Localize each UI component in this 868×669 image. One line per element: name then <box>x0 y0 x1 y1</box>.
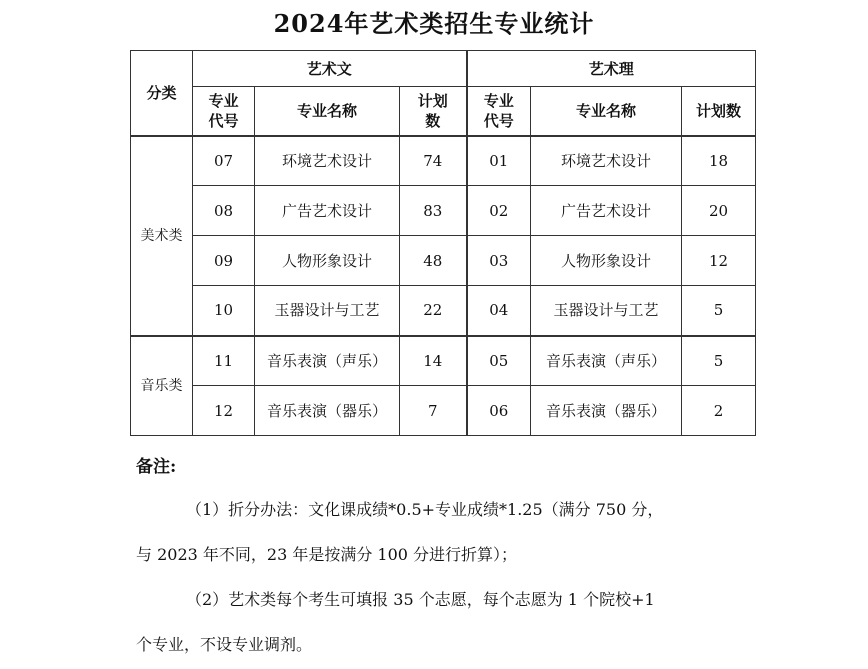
header-wen-code: 专业 代号 <box>193 87 255 136</box>
note-1-line-1: （1）折分办法：文化课成绩*0.5+专业成绩*1.25（满分 750 分， <box>186 500 664 519</box>
li-plan-cell: 20 <box>682 186 756 236</box>
li-plan-cell: 12 <box>682 236 756 286</box>
header-li-code: 专业 代号 <box>467 87 531 136</box>
admission-table <box>130 50 756 436</box>
li-code-cell: 03 <box>467 236 531 286</box>
wen-name-cell: 广告艺术设计 <box>255 186 400 236</box>
wen-code-cell: 07 <box>193 136 255 186</box>
li-code-cell: 05 <box>467 336 531 386</box>
header-wen-name: 专业名称 <box>255 87 400 136</box>
header-wen-plan: 计划 数 <box>400 87 467 136</box>
li-name-cell: 音乐表演（声乐） <box>531 336 682 386</box>
table-row <box>131 386 756 436</box>
li-plan-cell: 5 <box>682 286 756 336</box>
li-name-cell: 音乐表演（器乐） <box>531 386 682 436</box>
table-row <box>131 336 756 386</box>
note-2-line-2: 个专业，不设专业调剂。 <box>136 635 313 654</box>
wen-name-cell: 人物形象设计 <box>255 236 400 286</box>
wen-name-cell: 环境艺术设计 <box>255 136 400 186</box>
wen-code-cell: 11 <box>193 336 255 386</box>
wen-plan-cell: 22 <box>400 286 467 336</box>
wen-code-cell: 10 <box>193 286 255 336</box>
note-1-line-2: 与 2023 年不同，23 年是按满分 100 分进行折算）； <box>136 545 518 564</box>
li-code-cell: 04 <box>467 286 531 336</box>
table-row <box>131 136 756 186</box>
note-2-line-1: （2）艺术类每个考生可填报 35 个志愿，每个志愿为 1 个院校+1 <box>186 590 655 609</box>
page-title: 2024年艺术类招生专业统计 <box>273 9 595 38</box>
header-li-plan: 计划数 <box>682 87 756 136</box>
li-code-cell: 01 <box>467 136 531 186</box>
li-plan-cell: 2 <box>682 386 756 436</box>
li-name-cell: 玉器设计与工艺 <box>531 286 682 336</box>
category-music: 音乐类 <box>131 336 193 436</box>
wen-name-cell: 音乐表演（器乐） <box>255 386 400 436</box>
li-plan-cell: 18 <box>682 136 756 186</box>
wen-code-cell: 12 <box>193 386 255 436</box>
wen-plan-cell: 48 <box>400 236 467 286</box>
notes-heading: 备注: <box>136 457 177 477</box>
li-name-cell: 广告艺术设计 <box>531 186 682 236</box>
wen-plan-cell: 83 <box>400 186 467 236</box>
wen-name-cell: 音乐表演（声乐） <box>255 336 400 386</box>
header-group-li: 艺术理 <box>467 51 756 87</box>
header-category: 分类 <box>131 51 193 136</box>
wen-code-cell: 09 <box>193 236 255 286</box>
wen-name-cell: 玉器设计与工艺 <box>255 286 400 336</box>
header-group-wen: 艺术文 <box>193 51 467 87</box>
wen-plan-cell: 74 <box>400 136 467 186</box>
category-art: 美术类 <box>131 136 193 336</box>
li-code-cell: 06 <box>467 386 531 436</box>
table-row <box>131 236 756 286</box>
wen-plan-cell: 7 <box>400 386 467 436</box>
li-code-cell: 02 <box>467 186 531 236</box>
li-name-cell: 人物形象设计 <box>531 236 682 286</box>
wen-plan-cell: 14 <box>400 336 467 386</box>
header-li-name: 专业名称 <box>531 87 682 136</box>
table-row <box>131 186 756 236</box>
wen-code-cell: 08 <box>193 186 255 236</box>
table-row <box>131 286 756 336</box>
li-name-cell: 环境艺术设计 <box>531 136 682 186</box>
li-plan-cell: 5 <box>682 336 756 386</box>
